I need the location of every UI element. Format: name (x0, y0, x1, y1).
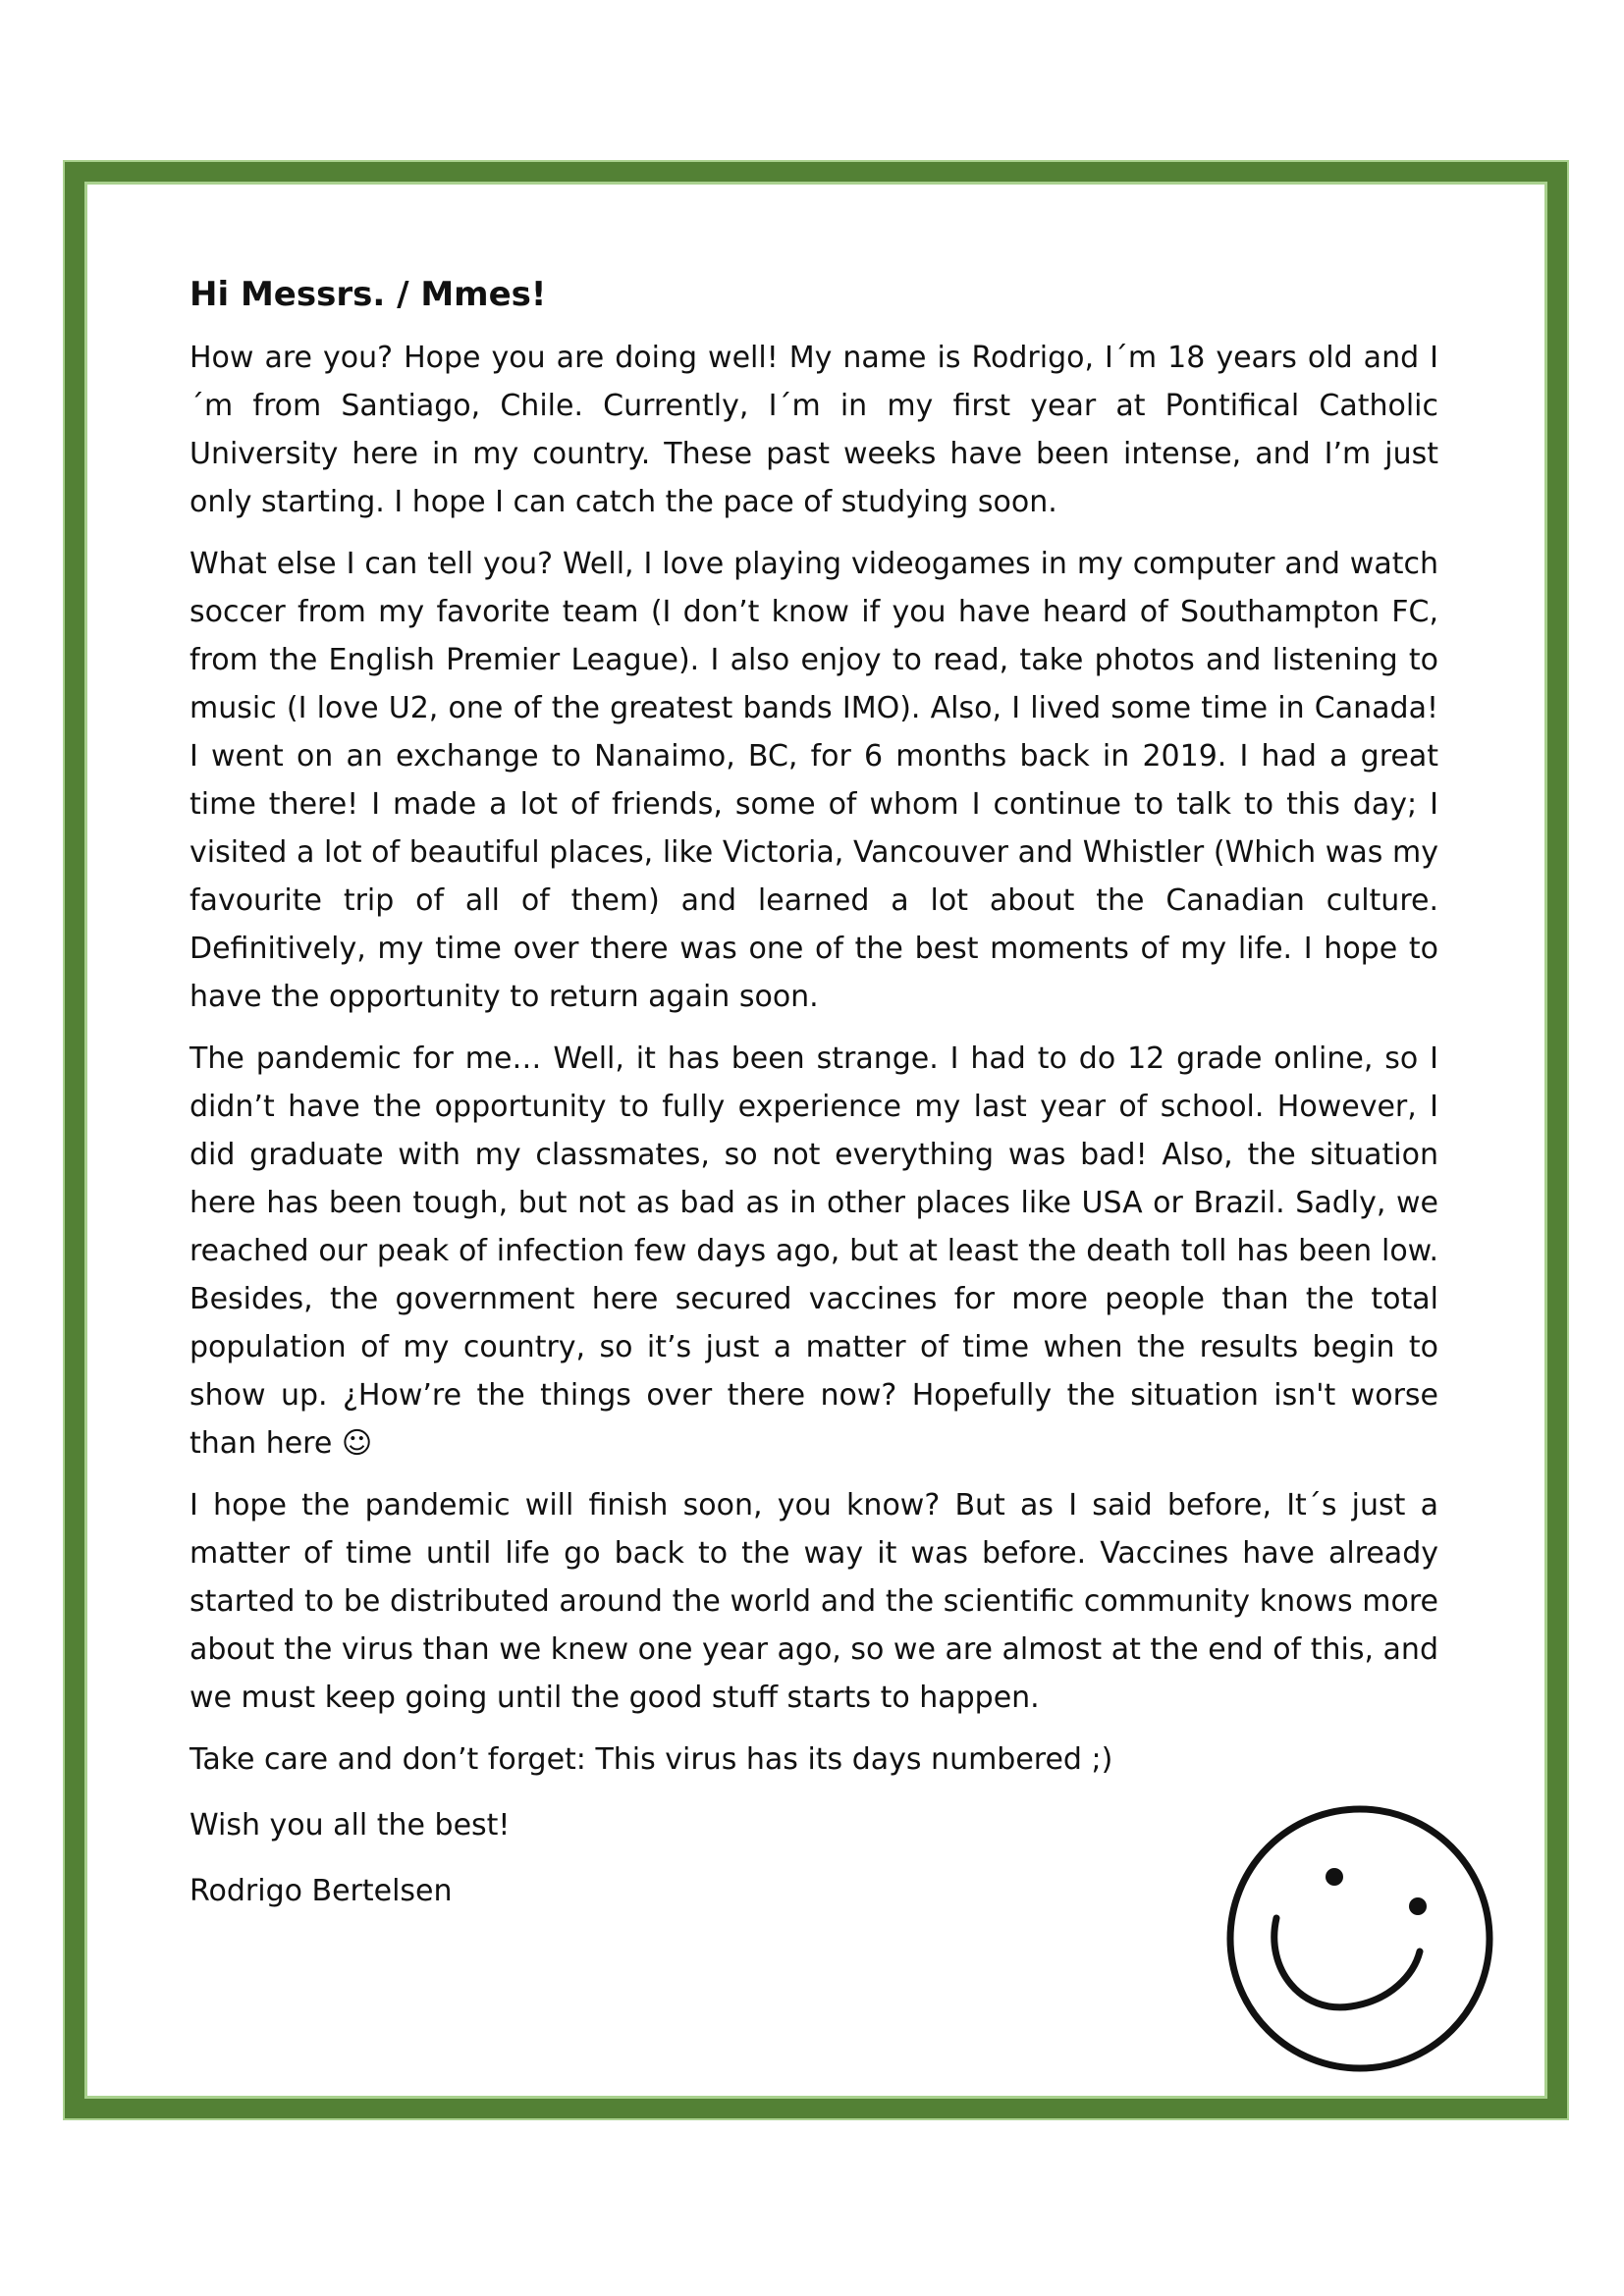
paragraph-pandemic: The pandemic for me… Well, it has been strange. I had to do 12 grade online, so I didn’t have the opportunity to fully experience my last year of school. However, I did graduate with my classmates, so not everything was bad! Also, the situation here has been tough, but not as bad as in other places like USA or Brazil. Sadly, we reached our peak of infection few days ago, but at least the death toll has been low. Besides, the government here secured vaccines for more people than the total population of my country, so it’s just a matter of time when the results begin to show up. ¿How’re the things over there now? Hopefully the situation isn't worse than here ☺ (189, 1041, 1438, 1461)
smiley-outline (1230, 1809, 1489, 2068)
letter-body (189, 265, 1438, 1933)
letter-greeting: Hi Messrs. / Mmes! (189, 275, 547, 314)
smiley-face-icon (1223, 1802, 1496, 2075)
smiley-left-eye (1326, 1868, 1343, 1886)
paragraph-intro: How are you? Hope you are doing well! My name is Rodrigo, I´m 18 years old and I´m from Santiago, Chile. Currently, I´m in my first year at Pontifical Catholic University here in my country. These past weeks have been intense, and I’m just only starting. I hope I can catch the pace of studying soon. (189, 341, 1438, 519)
sign-off: Wish you all the best! (189, 1808, 511, 1842)
paragraph-hobbies-canada: What else I can tell you? Well, I love playing videogames in my computer and watch soccer from my favorite team (I don’t know if you have heard of Southampton FC, from the English Premier League). I also enjoy to read, take photos and listening to music (I love U2, one of the greatest bands IMO). Also, I lived some time in Canada! I went on an exchange to Nanaimo, BC, for 6 months back in 2019. I had a great time there! I made a lot of friends, some of whom I continue to talk to this day; I visited a lot of beautiful places, like Victoria, Vancouver and Whistler (Which was my favourite trip of all of them) and learned a lot about the Canadian culture. Definitively, my time over there was one of the best moments of my life. I hope to have the opportunity to return again soon. (189, 547, 1438, 1014)
smiley-right-eye (1409, 1897, 1427, 1915)
smiley-mouth (1274, 1918, 1420, 2007)
paragraph-hope: I hope the pandemic will finish soon, you know? But as I said before, It´s just a matter of time until life go back to the way it was before. Vaccines have already started to be distributed around the world and the scientific community knows more about the virus than we knew one year ago, so we are almost at the end of this, and we must keep going until the good stuff starts to happen. (189, 1488, 1438, 1715)
closing-line: Take care and don’t forget: This virus has its days numbered ;) (189, 1742, 1113, 1777)
signature: Rodrigo Bertelsen (189, 1874, 453, 1908)
